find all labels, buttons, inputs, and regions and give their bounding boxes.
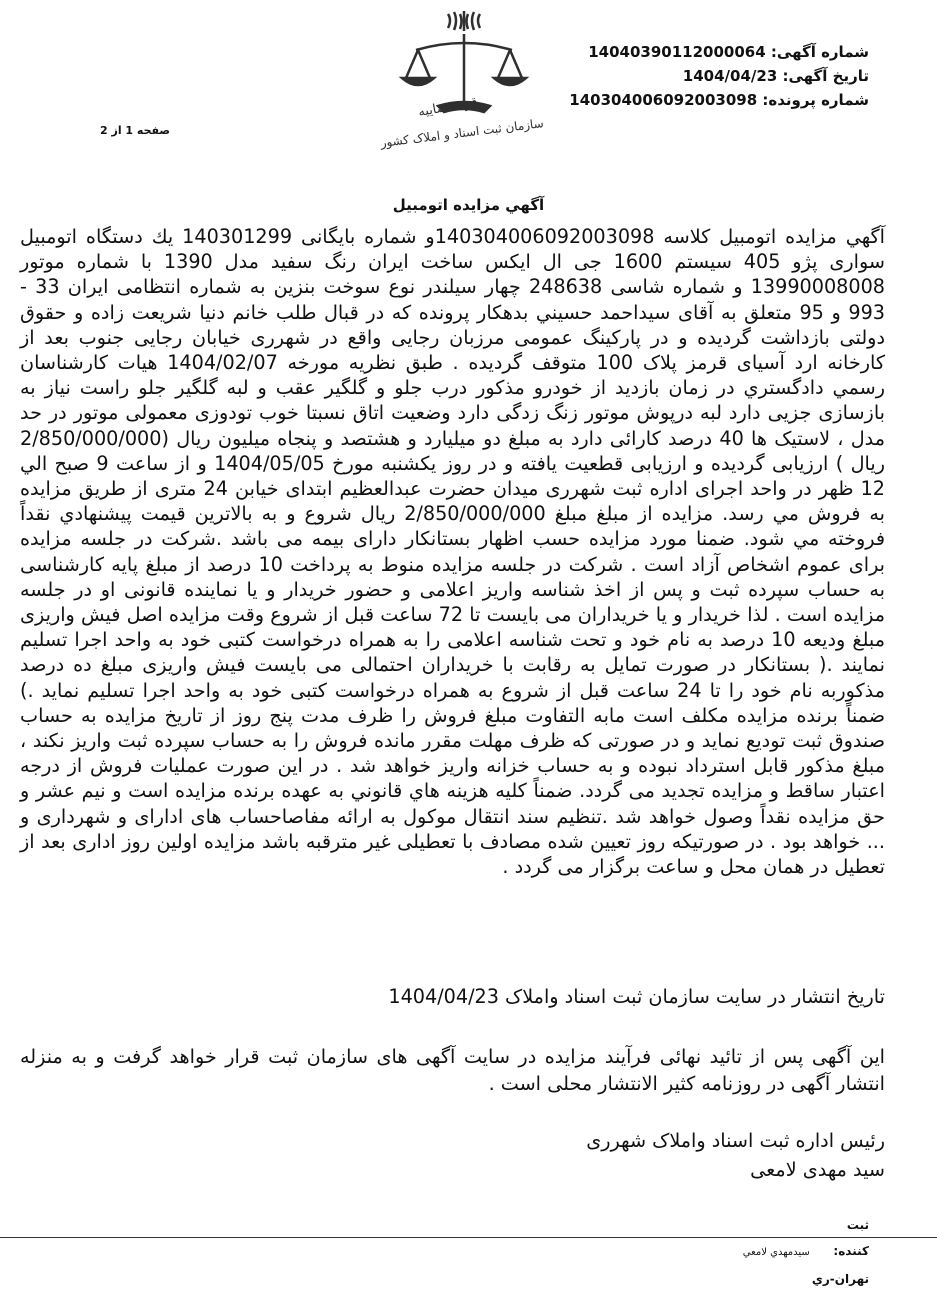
- registrar-label: ثبت کننده:: [833, 1218, 869, 1258]
- footer-divider: [0, 1237, 937, 1238]
- case-number: 140304006092003098: [569, 91, 758, 109]
- ad-number-label: شماره آگهی:: [770, 43, 869, 61]
- registrar-location: تهران-ري: [811, 1272, 869, 1286]
- ad-date: 1404/04/23: [682, 67, 778, 85]
- publish-date-line: تاریخ انتشار در سایت سازمان ثبت اسناد واملاک 1404/04/23: [388, 985, 885, 1008]
- emblem-subcaption: سازمان ثبت اسناد و املاک کشور: [379, 116, 545, 150]
- emblem-caption: قوه قضاییه: [417, 94, 479, 121]
- publication-note: این آگهی پس از تائید نهائی فرآیند مزایده در سایت آگهی های سازمان ثبت قرار خواهد گرفت و به منزله انتشار آگهی در روزنامه کثیر الانتشار محلی است .: [20, 1045, 885, 1095]
- document-title: آگهي مزايده اتومبيل: [392, 196, 545, 214]
- registrar-row: [469, 1212, 869, 1266]
- auction-body: [20, 224, 885, 879]
- signatory-name: سید مهدی لامعی: [750, 1158, 885, 1181]
- ad-date-label: تاریخ آگهی:: [782, 67, 869, 85]
- registrar-name: سیدمهدي لامعي: [742, 1247, 810, 1258]
- signatory-position: رئيس اداره ثبت اسناد واملاک شهرری: [586, 1129, 885, 1152]
- registrar-block: [469, 1212, 869, 1292]
- signature-block: [385, 1126, 885, 1184]
- page-indicator: صفحه 1 از 2: [100, 124, 171, 137]
- auction-body-text: آگهي مزايده اتومبيل كلاسه 140304006092003098و شماره بایگانی 140301299 يك دستگاه اتومبیل سواری پژو 405 سیستم 1600 جی ال ایکس ساخت ایران رنگ سفید مدل 1390 با شماره موتور 13990008008 و شماره شاسی 248638 چهار سیلندر نوع سوخت بنزین به شماره انتظامی ایران 33 - 993 و 95 متعلق به آقای سیداحمد حسيني بدهکار پرونده که در قبال طلب خانم دنيا شریعت زاده و حقوق دولتی بازداشت گردیده و در پارکینگ عمومی مرزبان رجایی واقع در شهرری خیابان رجایی جنوب بعد از کارخانه ارد آسیای قرمز پلاک 100 متوقف گردیده . طبق نظریه مورخه 1404/02/07 هيات كارشناسان رسمي دادگستري در زمان بازدید از خودرو مذکور درب جلو و گلگیر عقب و لبه گلگیر جلو راست نیاز به بازسازی جزیی دارد لبه درپوش موتور زنگ زدگی دارد وضعیت اتاق نسبتا خوب تودوزی معمولی موتور در حد مدل ، لاستیک ها 40 درصد کارائی دارد به مبلغ دو میلیارد و هشتصد و پنجاه میلیون ريال (2/850/000/000 ريال ) ارزیابی گردیده و ارزیابی قطعیت یافته و در روز یکشنبه مورخ 1404/05/05 و از ساعت 9 صبح الي 12 ظهر در واحد اجرای اداره ثبت شهرری ميدان حضرت عبدالعظیم ابتدای خیابن 24 متری از طريق مزايده به فروش مي رسد. مزايده از مبلغ مبلغ 2/850/000/000 ريال شروع و به بالاترين قيمت پيشنهادي نقداً فروخته مي شود. ضمنا مورد مزایده حسب اظهار بستانکار دارای بیمه می باشد .شرکت در جلسه مزایده برای عموم اشخاص آزاد است . شرکت در جلسه مزایده منوط به پرداخت 10 درصد از مبلغ پایه کارشناسی به حساب سپرده ثبت و پس از اخذ شناسه واریز اعلامی و حضور خریدار و یا نماینده قانونی او در جلسه مزایده است . لذا خریدار و یا خریداران می بایست تا 72 ساعت قبل از شروع وقت مزایده اصل فیش واریزی مبلغ ودیعه 10 درصد به نام خود و تحت شناسه اعلامی را به همراه درخواست کتبی خود به واحد اجرا تسلیم نمایند .( بستانکار در صورت تمایل به رقابت با خریداران احتمالی می بایست فیش واریزی مبلغ ده درصد مذکوربه نام خود را تا 24 ساعت قبل از شروع به همراه درخواست کتبی خود به واحد اجرا تسلیم نماید .) ضمناً برنده مزایده مکلف است مابه التفاوت مبلغ فروش را ظرف مدت پنج روز از تاریخ مزایده به حساب صندوق ثبت تودیع نماید و در صورتی که ظرف مهلت مقرر مانده فروش را به حساب سپرده ثبت واریز نکند ، مبلغ مذکور قابل استرداد نبوده و به حساب خزانه واریز خواهد شد . در این صورت عملیات فروش از درجه اعتبار ساقط و مزایده تجدید می گردد. ضمناً كليه هزينه هاي قانوني به عهده برنده مزايده است و نیم عشر و حق مزایده نقداً وصول خواهد شد .تنظیم سند انتقال موکول به ارائه مفاصاحساب های ادارای و شهرداری و ... خواهد بود . در صورتیکه روز تعیین شده مصادف با تعطیلی غیر مترقبه باشد مزایده اولین روز اداری بعد از تعطیل در همان محل و ساعت برگزار می گردد .: [20, 225, 886, 879]
- ad-date-row: [529, 64, 869, 88]
- ad-number: 14040390112000064: [588, 43, 766, 61]
- case-number-label: شماره پرونده:: [762, 91, 869, 109]
- ad-number-row: [529, 40, 869, 64]
- case-number-row: [529, 88, 869, 112]
- ad-meta: [529, 40, 869, 112]
